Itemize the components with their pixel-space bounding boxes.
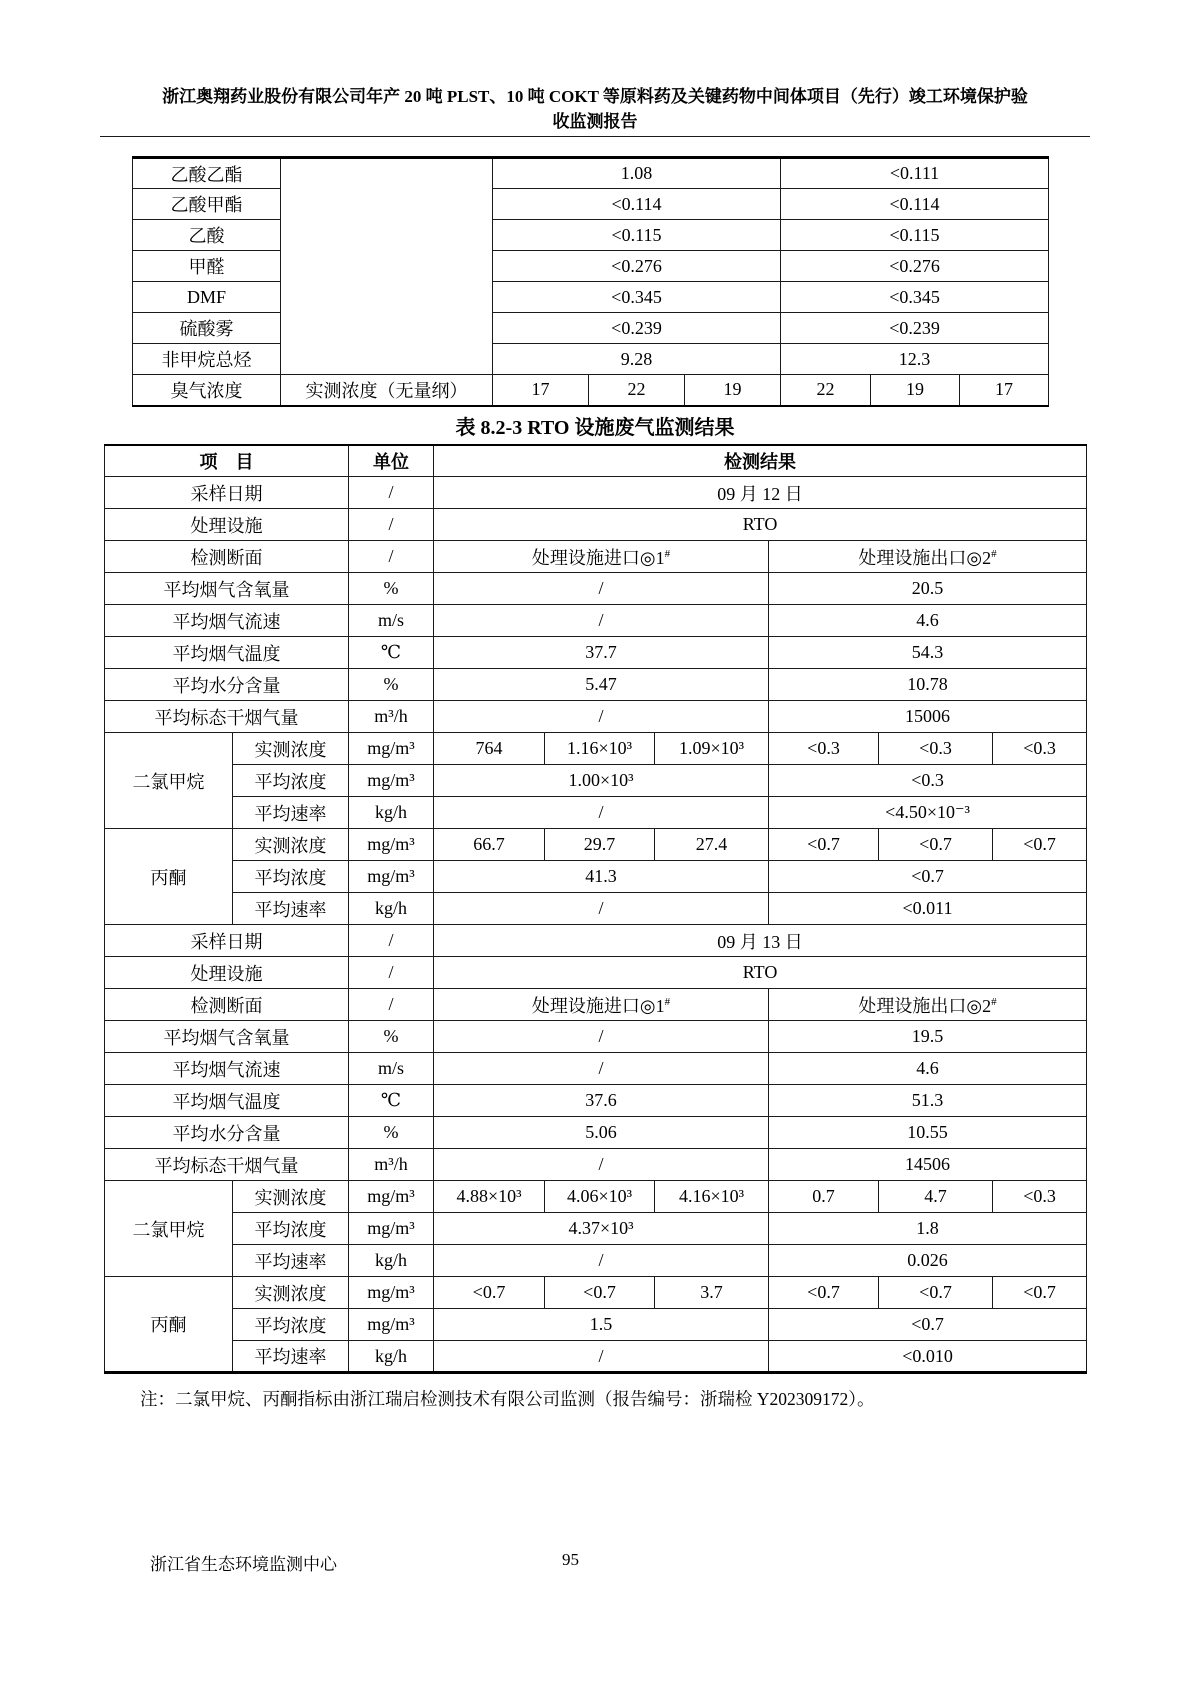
unit-cell: mg/m³ — [349, 1213, 434, 1245]
inlet-value-cell: <0.276 — [493, 251, 781, 282]
measured-value-cell: <0.7 — [879, 1277, 993, 1309]
unit-cell: mg/m³ — [349, 1277, 434, 1309]
pollutant-name-cell: DMF — [133, 282, 281, 313]
item-label-cell: 检测断面 — [105, 989, 349, 1021]
inlet-value-cell: <0.115 — [493, 220, 781, 251]
table-row — [133, 220, 1049, 251]
inlet-value-cell: 5.06 — [434, 1117, 769, 1149]
table-row — [105, 1117, 1087, 1149]
measured-value-cell: 3.7 — [655, 1277, 769, 1309]
unit-cell: % — [349, 1117, 434, 1149]
table-row — [105, 669, 1087, 701]
item-sub-label-cell: 平均浓度 — [233, 765, 349, 797]
measured-value-cell: <0.7 — [545, 1277, 655, 1309]
item-sub-label-cell: 平均速率 — [233, 1341, 349, 1373]
table-row — [105, 1277, 1087, 1309]
unit-cell: kg/h — [349, 893, 434, 925]
outlet-value-cell: <0.114 — [781, 189, 1049, 220]
inlet-section-label: 处理设施进口◎1 — [531, 547, 665, 568]
unit-cell: m³/h — [349, 701, 434, 733]
outlet-value-cell: 10.55 — [769, 1117, 1087, 1149]
measured-value-cell: 1.16×10³ — [545, 733, 655, 765]
inlet-value-cell: <0.345 — [493, 282, 781, 313]
table-row — [105, 637, 1087, 669]
measured-value-cell: 66.7 — [434, 829, 545, 861]
measured-value-cell: 27.4 — [655, 829, 769, 861]
item-sub-label-cell: 实测浓度 — [233, 1181, 349, 1213]
measured-value-cell: 29.7 — [545, 829, 655, 861]
superscript-hash: # — [664, 547, 671, 560]
unit-cell: / — [349, 925, 434, 957]
item-label-cell: 采样日期 — [105, 477, 349, 509]
item-label-cell: 平均烟气含氧量 — [105, 573, 349, 605]
unit-cell: mg/m³ — [349, 733, 434, 765]
unit-cell: / — [349, 957, 434, 989]
table-row — [105, 765, 1087, 797]
measured-value-cell: 764 — [434, 733, 545, 765]
table-row — [105, 509, 1087, 541]
outlet-value-cell: <0.7 — [769, 1309, 1087, 1341]
table-row — [105, 1085, 1087, 1117]
header-line-2: 收监测报告 — [552, 112, 638, 131]
outlet-value-cell: 20.5 — [769, 573, 1087, 605]
measured-value-cell: <0.7 — [993, 829, 1087, 861]
outlet-value-cell: <4.50×10⁻³ — [769, 797, 1087, 829]
pollutant-name-cell: 乙酸甲酯 — [133, 189, 281, 220]
item-header-cell: 项 目 — [105, 445, 349, 477]
header-divider — [100, 136, 1090, 137]
table-row — [105, 957, 1087, 989]
inlet-value-cell: 37.7 — [434, 637, 769, 669]
unit-cell: mg/m³ — [349, 861, 434, 893]
item-label-cell: 平均烟气流速 — [105, 605, 349, 637]
outlet-value-cell: <0.7 — [769, 861, 1087, 893]
item-label-cell: 处理设施 — [105, 957, 349, 989]
measured-value-cell: 0.7 — [769, 1181, 879, 1213]
unit-cell: mg/m³ — [349, 765, 434, 797]
table-title: 表 8.2-3 RTO 设施废气监测结果 — [455, 416, 735, 439]
item-sub-label-cell: 平均速率 — [233, 893, 349, 925]
inlet-section-cell — [434, 541, 769, 573]
measured-value-cell: <0.3 — [993, 733, 1087, 765]
table-row — [105, 1053, 1087, 1085]
sampling-date-cell: 09 月 13 日 — [434, 925, 1087, 957]
outlet-value-cell: <0.010 — [769, 1341, 1087, 1373]
unit-cell: / — [349, 477, 434, 509]
unit-cell: ℃ — [349, 637, 434, 669]
measured-value-cell: 4.06×10³ — [545, 1181, 655, 1213]
table-row — [133, 158, 1049, 189]
measured-value-cell: 4.16×10³ — [655, 1181, 769, 1213]
item-sub-label-cell: 平均浓度 — [233, 861, 349, 893]
measured-value-cell: <0.7 — [879, 829, 993, 861]
item-label-cell: 平均烟气含氧量 — [105, 1021, 349, 1053]
item-label-cell: 处理设施 — [105, 509, 349, 541]
table-row — [105, 541, 1087, 573]
table-row — [105, 733, 1087, 765]
odor-value-cell: 19 — [871, 375, 960, 406]
unit-cell: mg/m³ — [349, 1181, 434, 1213]
item-label-cell: 采样日期 — [105, 925, 349, 957]
measured-value-cell: 1.09×10³ — [655, 733, 769, 765]
measure-label-cell: 实测浓度（无量纲） — [281, 375, 493, 406]
sampling-date-cell: 09 月 12 日 — [434, 477, 1087, 509]
item-sub-label-cell: 平均浓度 — [233, 1213, 349, 1245]
unit-cell: kg/h — [349, 1245, 434, 1277]
outlet-section-cell — [769, 541, 1087, 573]
unit-cell: ℃ — [349, 1085, 434, 1117]
unit-cell: / — [349, 509, 434, 541]
pollutant-group-cell: 丙酮 — [105, 1277, 233, 1373]
unit-cell: m/s — [349, 605, 434, 637]
inlet-value-cell: 1.00×10³ — [434, 765, 769, 797]
unit-header-cell: 单位 — [349, 445, 434, 477]
item-sub-label-cell: 平均速率 — [233, 1245, 349, 1277]
table-footnote: 注：二氯甲烷、丙酮指标由浙江瑞启检测技术有限公司监测（报告编号：浙瑞检 Y202309172）。 — [140, 1389, 875, 1409]
outlet-value-cell: 15006 — [769, 701, 1087, 733]
unit-cell: / — [349, 989, 434, 1021]
unit-cell: m³/h — [349, 1149, 434, 1181]
facility-cell: RTO — [434, 509, 1087, 541]
unit-cell: mg/m³ — [349, 1309, 434, 1341]
outlet-value-cell: 12.3 — [781, 344, 1049, 375]
odor-value-cell: 22 — [589, 375, 685, 406]
table-row — [105, 925, 1087, 957]
item-label-cell: 平均水分含量 — [105, 1117, 349, 1149]
unit-cell: mg/m³ — [349, 829, 434, 861]
item-sub-label-cell: 实测浓度 — [233, 1277, 349, 1309]
odor-value-cell: 19 — [685, 375, 781, 406]
inlet-value-cell: / — [434, 701, 769, 733]
inlet-value-cell: <0.114 — [493, 189, 781, 220]
table-row — [105, 861, 1087, 893]
outlet-section-cell — [769, 989, 1087, 1021]
facility-cell: RTO — [434, 957, 1087, 989]
measured-value-cell: <0.3 — [993, 1181, 1087, 1213]
item-label-cell: 平均标态干烟气量 — [105, 701, 349, 733]
inlet-value-cell: / — [434, 893, 769, 925]
unit-cell: % — [349, 573, 434, 605]
table-row — [105, 573, 1087, 605]
header-line-1: 浙江奥翔药业股份有限公司年产 20 吨 PLST、10 吨 COKT 等原料药及关键药物中间体项目（先行）竣工环境保护验 — [162, 87, 1028, 106]
continued-waste-gas-table — [132, 156, 1049, 407]
item-label-cell: 平均烟气温度 — [105, 1085, 349, 1117]
superscript-hash: # — [991, 547, 997, 560]
table-row — [105, 1213, 1087, 1245]
inlet-value-cell: 41.3 — [434, 861, 769, 893]
outlet-value-cell: 1.8 — [769, 1213, 1087, 1245]
table-row — [105, 1149, 1087, 1181]
table-row — [105, 701, 1087, 733]
unit-cell: kg/h — [349, 1341, 434, 1373]
inlet-value-cell: 1.08 — [493, 158, 781, 189]
table-row — [105, 1245, 1087, 1277]
unit-cell: % — [349, 669, 434, 701]
result-header-cell: 检测结果 — [434, 445, 1087, 477]
item-label-cell: 平均烟气温度 — [105, 637, 349, 669]
item-sub-label-cell: 实测浓度 — [233, 829, 349, 861]
inlet-value-cell: / — [434, 1245, 769, 1277]
unit-cell: / — [349, 541, 434, 573]
pollutant-name-cell: 臭气浓度 — [133, 375, 281, 406]
inlet-value-cell: / — [434, 573, 769, 605]
outlet-value-cell: <0.111 — [781, 158, 1049, 189]
pollutant-name-cell: 非甲烷总烃 — [133, 344, 281, 375]
inlet-value-cell: 1.5 — [434, 1309, 769, 1341]
inlet-value-cell: <0.239 — [493, 313, 781, 344]
item-sub-label-cell: 平均浓度 — [233, 1309, 349, 1341]
outlet-section-label: 处理设施出口◎2 — [858, 995, 992, 1016]
inlet-value-cell: / — [434, 797, 769, 829]
table-row — [105, 989, 1087, 1021]
pollutant-group-cell: 二氯甲烷 — [105, 1181, 233, 1277]
measured-value-cell: <0.7 — [993, 1277, 1087, 1309]
table-row — [105, 1341, 1087, 1373]
outlet-value-cell: 0.026 — [769, 1245, 1087, 1277]
inlet-value-cell: 4.37×10³ — [434, 1213, 769, 1245]
outlet-section-label: 处理设施出口◎2 — [858, 547, 992, 568]
measured-value-cell: <0.7 — [769, 829, 879, 861]
odor-value-cell: 17 — [960, 375, 1049, 406]
outlet-value-cell: 4.6 — [769, 605, 1087, 637]
table-row — [133, 251, 1049, 282]
inlet-section-cell — [434, 989, 769, 1021]
pollutant-name-cell: 甲醛 — [133, 251, 281, 282]
table-row — [105, 1021, 1087, 1053]
page-number: 95 — [562, 1550, 579, 1569]
rto-monitoring-table — [104, 444, 1087, 1375]
header-row — [105, 445, 1087, 477]
inlet-value-cell: / — [434, 1021, 769, 1053]
outlet-value-cell: 19.5 — [769, 1021, 1087, 1053]
inlet-value-cell: 37.6 — [434, 1085, 769, 1117]
table-row — [133, 313, 1049, 344]
odor-row — [133, 375, 1049, 406]
measured-value-cell: 4.88×10³ — [434, 1181, 545, 1213]
measured-value-cell: <0.7 — [434, 1277, 545, 1309]
measured-value-cell: <0.3 — [769, 733, 879, 765]
table-row — [105, 605, 1087, 637]
outlet-value-cell: <0.3 — [769, 765, 1087, 797]
outlet-value-cell: 14506 — [769, 1149, 1087, 1181]
outlet-value-cell: <0.115 — [781, 220, 1049, 251]
superscript-hash: # — [991, 995, 997, 1008]
pollutant-group-cell: 二氯甲烷 — [105, 733, 233, 829]
item-label-cell: 检测断面 — [105, 541, 349, 573]
item-sub-label-cell: 实测浓度 — [233, 733, 349, 765]
unit-cell: % — [349, 1021, 434, 1053]
unit-cell: kg/h — [349, 797, 434, 829]
outlet-value-cell: <0.276 — [781, 251, 1049, 282]
table-row — [133, 282, 1049, 313]
outlet-value-cell: <0.011 — [769, 893, 1087, 925]
table-row — [105, 893, 1087, 925]
inlet-value-cell: / — [434, 605, 769, 637]
item-label-cell: 平均标态干烟气量 — [105, 1149, 349, 1181]
superscript-hash: # — [664, 995, 671, 1008]
table-row — [105, 1309, 1087, 1341]
table-row — [105, 477, 1087, 509]
outlet-value-cell: 4.6 — [769, 1053, 1087, 1085]
inlet-section-label: 处理设施进口◎1 — [531, 995, 665, 1016]
odor-value-cell: 17 — [493, 375, 589, 406]
outlet-value-cell: <0.239 — [781, 313, 1049, 344]
item-sub-label-cell: 平均速率 — [233, 797, 349, 829]
footer-organization: 浙江省生态环境监测中心 — [150, 1555, 337, 1574]
empty-merged-cell — [281, 158, 493, 375]
item-label-cell: 平均水分含量 — [105, 669, 349, 701]
table-row — [105, 797, 1087, 829]
outlet-value-cell: 10.78 — [769, 669, 1087, 701]
outlet-value-cell: <0.345 — [781, 282, 1049, 313]
item-label-cell: 平均烟气流速 — [105, 1053, 349, 1085]
pollutant-name-cell: 乙酸乙酯 — [133, 158, 281, 189]
inlet-value-cell: 9.28 — [493, 344, 781, 375]
table-row — [105, 829, 1087, 861]
measured-value-cell: 4.7 — [879, 1181, 993, 1213]
inlet-value-cell: / — [434, 1149, 769, 1181]
pollutant-group-cell: 丙酮 — [105, 829, 233, 925]
measured-value-cell: <0.7 — [769, 1277, 879, 1309]
odor-value-cell: 22 — [781, 375, 871, 406]
unit-cell: m/s — [349, 1053, 434, 1085]
inlet-value-cell: 5.47 — [434, 669, 769, 701]
outlet-value-cell: 54.3 — [769, 637, 1087, 669]
table-row — [133, 189, 1049, 220]
document-header — [95, 0, 1095, 134]
inlet-value-cell: / — [434, 1053, 769, 1085]
measured-value-cell: <0.3 — [879, 733, 993, 765]
pollutant-name-cell: 硫酸雾 — [133, 313, 281, 344]
outlet-value-cell: 51.3 — [769, 1085, 1087, 1117]
pollutant-name-cell: 乙酸 — [133, 220, 281, 251]
inlet-value-cell: / — [434, 1341, 769, 1373]
table-row — [105, 1181, 1087, 1213]
table-row — [133, 344, 1049, 375]
